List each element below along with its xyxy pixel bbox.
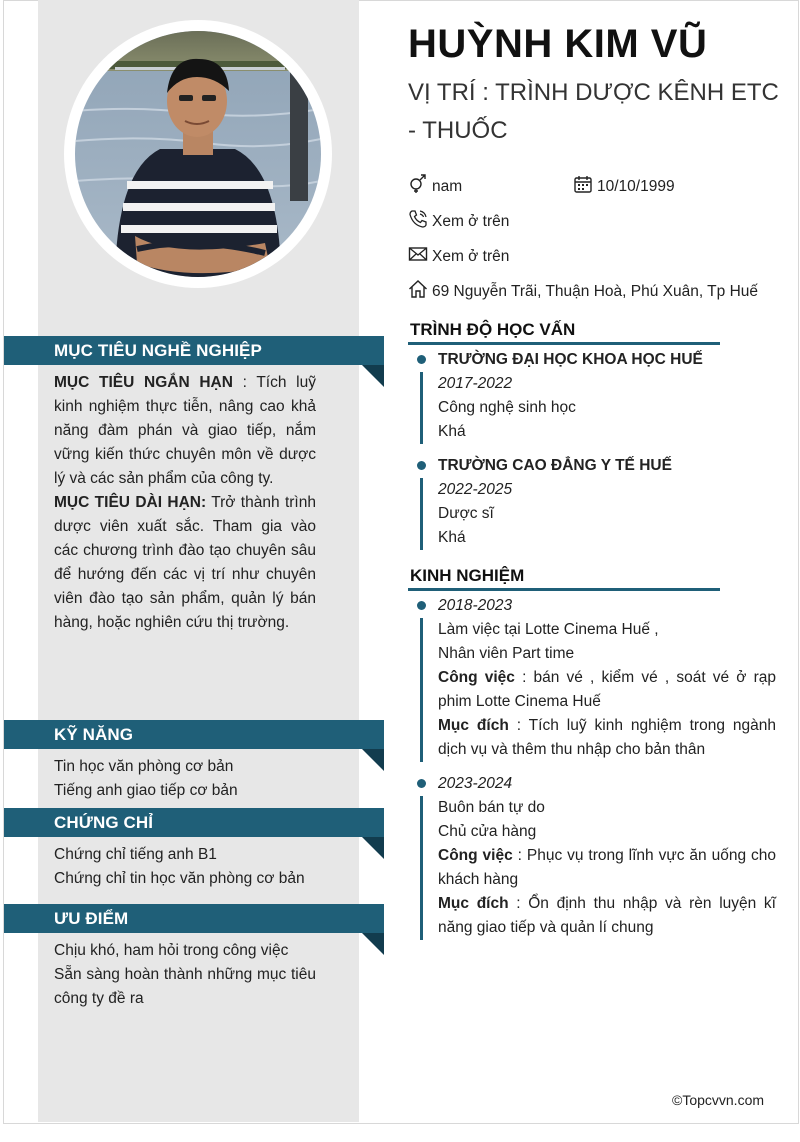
- education-dot: [417, 461, 426, 470]
- short-term-text: : Tích luỹ kinh nghiệm thực tiễn, nâng cao khả năng đàm phán và giao tiếp, nắm vững kiến thức chuyên môn về dược lý và các sản phẩm của công ty.: [54, 374, 316, 487]
- long-term-goal: [54, 491, 316, 635]
- objective-text: [54, 371, 316, 635]
- education-bar: [420, 478, 423, 550]
- avatar-photo: [75, 31, 321, 277]
- experience-position: Nhân viên Part time: [438, 645, 575, 662]
- education-grade: Khá: [438, 423, 466, 440]
- phone-row: [408, 209, 509, 234]
- skills-heading: KỸ NĂNG: [4, 720, 384, 749]
- education-major: Dược sĩ: [438, 505, 494, 522]
- dob-value: 10/10/1999: [597, 177, 675, 195]
- experience-entry: [438, 594, 776, 762]
- education-major: Công nghệ sinh học: [438, 399, 576, 416]
- experience-bar: [420, 618, 423, 762]
- skill-item: Tiếng anh giao tiếp cơ bản: [54, 782, 238, 799]
- experience-dot: [417, 601, 426, 610]
- strength-item: Chịu khó, ham hỏi trong công việc: [54, 942, 289, 959]
- strengths-heading: ƯU ĐIỂM: [4, 904, 384, 933]
- long-term-text: Trở thành trình dược viên xuất sắc. Tham gia vào các chương trình đào tạo chuyên sâu để hướng đến các vị trí như chuyên viên đào tạo sản phẩm, quản lý bán hàng, hoặc nghiên cứu thị trường.: [54, 494, 316, 631]
- calendar-icon: [573, 174, 593, 199]
- experience-dot: [417, 779, 426, 788]
- experience-goal: Mục đích : Ổn định thu nhập và rèn luyện kĩ năng giao tiếp và quản lí chung: [438, 895, 776, 936]
- dob-row: [573, 174, 675, 199]
- phone-value: Xem ở trên: [432, 212, 510, 230]
- home-icon: [408, 279, 428, 304]
- certificate-item: Chứng chỉ tiếng anh B1: [54, 846, 217, 863]
- experience-entry: [438, 772, 776, 940]
- gender-row: [408, 174, 462, 199]
- school-name: TRƯỜNG CAO ĐẲNG Y TẾ HUẾ: [438, 457, 672, 474]
- gender-icon: [408, 174, 428, 199]
- footer-credit: ©Topcvvn.com: [672, 1092, 765, 1108]
- experience-goal: Mục đích : Tích luỹ kinh nghiệm trong ngành dịch vụ và thêm thu nhập cho bản thân: [438, 717, 776, 758]
- skill-item: Tin học văn phòng cơ bản: [54, 758, 234, 775]
- mail-icon: [408, 244, 428, 269]
- education-bar: [420, 372, 423, 444]
- strengths-list: [54, 939, 316, 1011]
- certificates-heading: CHỨNG CHỈ: [4, 808, 384, 837]
- certificates-list: [54, 843, 316, 891]
- skills-heading-fold: [362, 749, 384, 771]
- strengths-heading-fold: [362, 933, 384, 955]
- email-row: [408, 244, 509, 269]
- experience-place: Buôn bán tự do: [438, 799, 545, 816]
- candidate-name: HUỲNH KIM VŨ: [408, 22, 708, 66]
- short-term-label: MỤC TIÊU NGẮN HẠN: [54, 374, 233, 391]
- objective-heading-fold: [362, 365, 384, 387]
- job-position: VỊ TRÍ : TRÌNH DƯỢC KÊNH ETC - THUỐC: [408, 79, 779, 144]
- experience-years: 2023-2024: [438, 775, 513, 792]
- long-term-label: MỤC TIÊU DÀI HẠN:: [54, 494, 207, 511]
- experience-position: Chủ cửa hàng: [438, 823, 537, 840]
- experience-job: Công việc : bán vé , kiểm vé , soát vé ở rạp phim Lotte Cinema Huế: [438, 669, 776, 710]
- phone-icon: [408, 209, 428, 234]
- education-rule: [408, 342, 720, 345]
- address-value: 69 Nguyễn Trãi, Thuận Hoà, Phú Xuân, Tp Huế: [432, 282, 758, 300]
- education-entry: [438, 454, 776, 550]
- experience-heading: KINH NGHIỆM: [410, 566, 525, 585]
- objective-heading: MỤC TIÊU NGHỀ NGHIỆP: [4, 336, 384, 365]
- experience-years: 2018-2023: [438, 597, 513, 614]
- certificates-heading-fold: [362, 837, 384, 859]
- education-years: 2022-2025: [438, 481, 513, 498]
- experience-job: Công việc : Phục vụ trong lĩnh vực ăn uống cho khách hàng: [438, 847, 776, 888]
- education-years: 2017-2022: [438, 375, 513, 392]
- education-heading: TRÌNH ĐỘ HỌC VẤN: [410, 320, 576, 339]
- certificate-item: Chứng chỉ tin học văn phòng cơ bản: [54, 870, 305, 887]
- skills-list: [54, 755, 316, 803]
- education-entry: [438, 348, 776, 444]
- education-dot: [417, 355, 426, 364]
- address-row: [408, 279, 758, 304]
- experience-bar: [420, 796, 423, 940]
- short-term-goal: [54, 374, 316, 487]
- education-grade: Khá: [438, 529, 466, 546]
- gender-value: nam: [432, 177, 463, 195]
- experience-rule: [408, 588, 720, 591]
- school-name: TRƯỜNG ĐẠI HỌC KHOA HỌC HUẾ: [438, 351, 703, 368]
- email-value: Xem ở trên: [432, 247, 510, 265]
- experience-place: Làm việc tại Lotte Cinema Huế ,: [438, 621, 659, 638]
- strength-item: Sẵn sàng hoàn thành những mục tiêu công ty đề ra: [54, 966, 316, 1007]
